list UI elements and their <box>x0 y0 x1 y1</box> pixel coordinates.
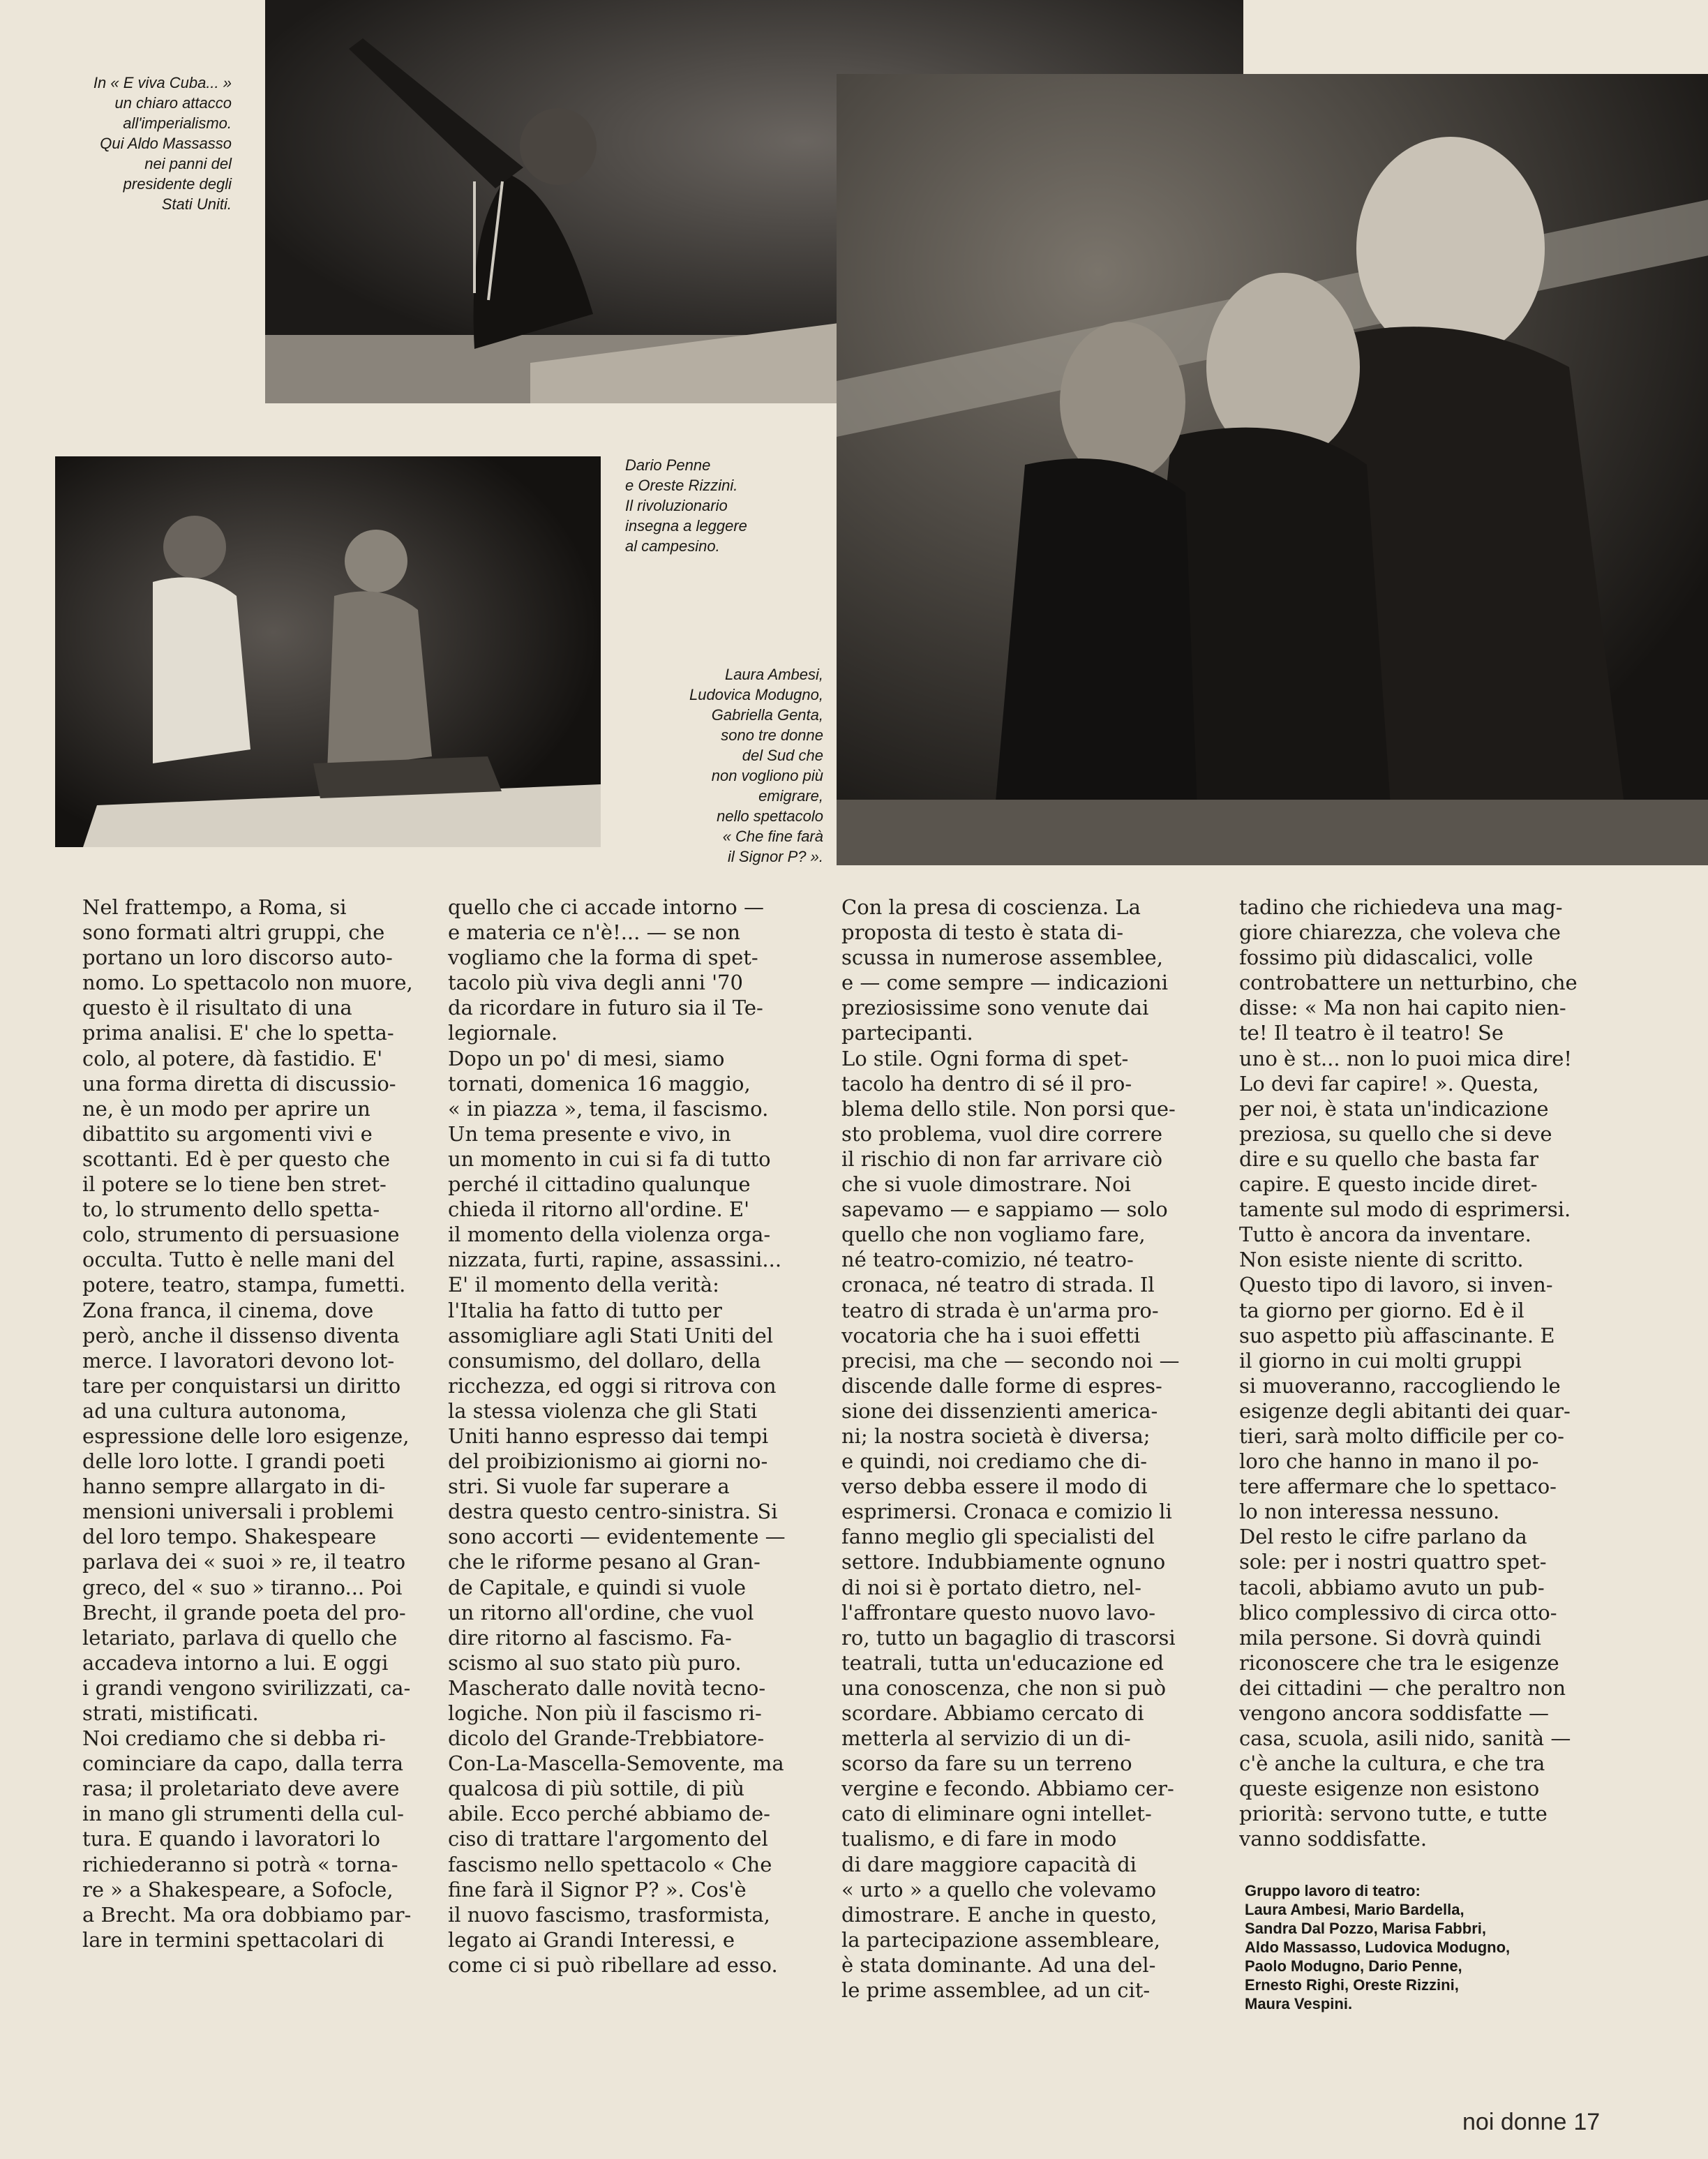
caption-line: Stati Uniti. <box>161 195 232 213</box>
article-line: fascismo nello spettacolo « Che <box>448 1852 772 1876</box>
article-line: preziosissime sono venute dai <box>841 996 1149 1020</box>
article-line: sono accorti — evidentemente — <box>448 1525 786 1549</box>
article-line: cato di eliminare ogni intellet- <box>841 1802 1152 1826</box>
article-line: mila persone. Si dovrà quindi <box>1239 1625 1541 1650</box>
article-line: sione dei dissenzienti america- <box>841 1398 1158 1423</box>
caption-line: nello spettacolo <box>717 807 823 825</box>
article-line: assomigliare agli Stati Uniti del <box>448 1323 774 1347</box>
caption-line: presidente degli <box>123 175 232 193</box>
article-line: priorità: servono tutte, e tutte <box>1239 1802 1548 1826</box>
photo-middle-actors <box>55 456 601 847</box>
article-line: per noi, è stata un'indicazione <box>1239 1096 1549 1121</box>
article-line: « in piazza », tema, il fascismo. <box>448 1096 769 1121</box>
article-line: cronaca, né teatro di strada. Il <box>841 1273 1155 1297</box>
article-line: che le riforme pesano al Gran- <box>448 1550 761 1574</box>
caption-line: e Oreste Rizzini. <box>625 477 738 494</box>
article-line: lo non interessa nessuno. <box>1239 1500 1500 1524</box>
article-line: strati, mistificati. <box>82 1701 259 1725</box>
article-line: ne, è un modo per aprire un <box>82 1096 370 1121</box>
caption-line: emigrare, <box>758 787 823 805</box>
article-line: Con la presa di coscienza. La <box>841 895 1141 919</box>
article-line: tacoli, abbiamo avuto un pub- <box>1239 1575 1545 1599</box>
article-line: la partecipazione assembleare, <box>841 1927 1161 1952</box>
article-line: metterla al servizio di un di- <box>841 1726 1131 1751</box>
article-line: del loro tempo. Shakespeare <box>82 1525 377 1549</box>
article-line: Noi crediamo che si debba ri- <box>82 1726 386 1751</box>
article-line: prima analisi. E' che lo spetta- <box>82 1021 394 1045</box>
article-line: il rischio di non far arrivare ciò <box>841 1146 1163 1171</box>
article-line: Nel frattempo, a Roma, si <box>82 895 347 919</box>
article-line: controbattere un netturbino, che <box>1239 971 1578 995</box>
caption-line: all'imperialismo. <box>123 114 232 132</box>
article-column-4 <box>1239 895 1626 1852</box>
article-line: blema dello stile. Non porsi que- <box>841 1096 1176 1121</box>
caption-line: non vogliono più <box>711 767 823 784</box>
photo-middle-image <box>55 456 601 847</box>
caption-middle-photo <box>625 455 834 556</box>
article-line: lare in termini spettacolari di <box>82 1927 384 1952</box>
article-line: colo, al potere, dà fastidio. E' <box>82 1046 383 1070</box>
article-line: questo è il risultato di una <box>82 996 352 1020</box>
article-line: il giorno in cui molti gruppi <box>1239 1348 1522 1373</box>
caption-line: il Signor P? ». <box>728 848 823 865</box>
article-line: né teatro-comizio, né teatro- <box>841 1248 1134 1272</box>
page-number: 17 <box>1573 2109 1601 2135</box>
article-line: Questo tipo di lavoro, si inven- <box>1239 1273 1553 1297</box>
article-line: però, anche il dissenso diventa <box>82 1323 400 1347</box>
article-line: accadeva intorno a lui. E oggi <box>82 1650 389 1675</box>
article-line: capire. E questo incide diret- <box>1239 1172 1538 1197</box>
caption-line: insegna a leggere <box>625 517 747 535</box>
article-line: E' il momento della verità: <box>448 1273 719 1297</box>
article-line: Un tema presente e vivo, in <box>448 1121 731 1146</box>
article-line: chieda il ritorno all'ordine. E' <box>448 1197 750 1222</box>
article-line: discende dalle forme di espres- <box>841 1373 1162 1398</box>
credits-line: Aldo Massasso, Ludovica Modugno, <box>1245 1938 1511 1956</box>
article-line: è stata dominante. Ad una del- <box>841 1952 1156 1977</box>
caption-top-photo <box>28 73 232 214</box>
article-line: scussa in numerose assemblee, <box>841 946 1163 970</box>
article-line: espressione delle loro esigenze, <box>82 1424 410 1448</box>
article-line: tieri, sarà molto difficile per co- <box>1239 1424 1564 1448</box>
article-line: preziosa, su quello che si deve <box>1239 1121 1552 1146</box>
article-line: riconoscere che tra le esigenze <box>1239 1650 1559 1675</box>
article-line: Dopo un po' di mesi, siamo <box>448 1046 725 1070</box>
article-line: scorso da fare su un terreno <box>841 1751 1132 1776</box>
article-column-1 <box>82 895 470 1952</box>
caption-line: « Che fine farà <box>722 828 823 845</box>
article-line: ro, tutto un bagaglio di trascorsi <box>841 1625 1176 1650</box>
caption-line: In « E viva Cuba... » <box>93 74 232 91</box>
caption-line: del Sud che <box>742 747 823 764</box>
article-line: Del resto le cifre parlano da <box>1239 1525 1527 1549</box>
article-line: la stessa violenza che gli Stati <box>448 1398 758 1423</box>
caption-line: Il rivoluzionario <box>625 497 728 514</box>
article-line: tacolo ha dentro di sé il pro- <box>841 1071 1132 1096</box>
article-line: nomo. Lo spettacolo non muore, <box>82 971 413 995</box>
article-line: Non esiste niente di scritto. <box>1239 1248 1524 1272</box>
article-line: hanno sempre allargato in di- <box>82 1474 386 1499</box>
article-line: dibattito su argomenti vivi e <box>82 1121 373 1146</box>
article-line: quello che ci accade intorno — <box>448 895 764 919</box>
article-line: teatrali, tutta un'educazione ed <box>841 1650 1164 1675</box>
article-line: sole: per i nostri quattro spet- <box>1239 1550 1547 1574</box>
credits-block <box>1245 1881 1545 2013</box>
caption-line: Dario Penne <box>625 456 711 474</box>
article-line: giore chiarezza, che voleva che <box>1239 920 1561 945</box>
article-line: legiornale. <box>448 1021 558 1045</box>
article-line: l'affrontare questo nuovo lavo- <box>841 1600 1156 1624</box>
article-line: fanno meglio gli specialisti del <box>841 1525 1155 1549</box>
article-line: suo aspetto più affascinante. E <box>1239 1323 1555 1347</box>
article-line: ad una cultura autonoma, <box>82 1398 347 1423</box>
caption-right-photo <box>614 664 823 867</box>
article-line: destra questo centro-sinistra. Si <box>448 1500 778 1524</box>
article-line: dei cittadini — che peraltro non <box>1239 1675 1566 1700</box>
article-line: vergine e fecondo. Abbiamo cer- <box>841 1777 1174 1801</box>
article-line: consumismo, del dollaro, della <box>448 1348 761 1373</box>
article-line: rasa; il proletariato deve avere <box>82 1777 400 1801</box>
article-line: nizzata, furti, rapine, assassini... <box>448 1248 782 1272</box>
article-line: perché il cittadino qualunque <box>448 1172 751 1197</box>
credits-line: Gruppo lavoro di teatro: <box>1245 1882 1421 1899</box>
article-line: e quindi, noi crediamo che di- <box>841 1449 1147 1474</box>
article-line: potere, teatro, stampa, fumetti. <box>82 1273 406 1297</box>
article-line: sono formati altri gruppi, che <box>82 920 385 945</box>
article-line: tacolo più viva degli anni '70 <box>448 971 743 995</box>
article-line: precisi, ma che — secondo noi — <box>841 1348 1180 1373</box>
article-line: casa, scuola, asili nido, sanità — <box>1239 1726 1571 1751</box>
article-line: tornati, domenica 16 maggio, <box>448 1071 751 1096</box>
article-column-3 <box>841 895 1229 2003</box>
article-line: del proibizionismo ai giorni no- <box>448 1449 768 1474</box>
article-line: cominciare da capo, dalla terra <box>82 1751 404 1776</box>
article-line: mensioni universali i problemi <box>82 1500 394 1524</box>
photo-right-image <box>837 74 1708 865</box>
article-line: settore. Indubbiamente ognuno <box>841 1550 1166 1574</box>
article-line: scottanti. Ed è per questo che <box>82 1146 391 1171</box>
article-line: occulta. Tutto è nelle mani del <box>82 1248 395 1272</box>
article-line: tamente sul modo di esprimersi. <box>1239 1197 1571 1222</box>
caption-line: Ludovica Modugno, <box>689 686 823 703</box>
article-line: una forma diretta di discussio- <box>82 1071 396 1096</box>
article-line: il nuovo fascismo, trasformista, <box>448 1902 770 1927</box>
article-line: « urto » a quello che volevamo <box>841 1877 1157 1902</box>
article-line: dicolo del Grande-Trebbiatore- <box>448 1726 765 1751</box>
article-line: greco, del « suo » tiranno... Poi <box>82 1575 403 1599</box>
article-line: to, lo strumento dello spetta- <box>82 1197 380 1222</box>
article-line: il momento della violenza orga- <box>448 1223 771 1247</box>
caption-line: Qui Aldo Massasso <box>100 135 232 152</box>
credits-line: Sandra Dal Pozzo, Marisa Fabbri, <box>1245 1920 1486 1937</box>
article-line: Lo devi far capire! ». Questa, <box>1239 1071 1539 1096</box>
article-line: disse: « Ma non hai capito nien- <box>1239 996 1566 1020</box>
article-line: tura. E quando i lavoratori lo <box>82 1827 381 1851</box>
article-line: partecipanti. <box>841 1021 973 1045</box>
article-line: de Capitale, e quindi si vuole <box>448 1575 747 1599</box>
article-line: scordare. Abbiamo cercato di <box>841 1701 1144 1725</box>
article-line: Zona franca, il cinema, dove <box>82 1298 374 1322</box>
article-line: abile. Ecco perché abbiamo de- <box>448 1802 770 1826</box>
caption-line: Laura Ambesi, <box>724 666 823 683</box>
article-line: ni; la nostra società è diversa; <box>841 1424 1151 1448</box>
article-line: proposta di testo è stata di- <box>841 920 1124 945</box>
article-line: Brecht, il grande poeta del pro- <box>82 1600 406 1624</box>
article-line: come ci si può ribellare ad esso. <box>448 1952 778 1977</box>
credits-line: Maura Vespini. <box>1245 1995 1353 2012</box>
article-line: e materia ce n'è!... — se non <box>448 920 740 945</box>
magazine-name: noi donne <box>1462 2109 1567 2135</box>
article-line: dire e su quello che basta far <box>1239 1146 1538 1171</box>
caption-line: sono tre donne <box>721 726 823 744</box>
article-line: tere affermare che lo spettaco- <box>1239 1474 1557 1499</box>
article-line: di noi si è portato dietro, nel- <box>841 1575 1141 1599</box>
article-line: tare per conquistarsi un diritto <box>82 1373 401 1398</box>
article-line: un ritorno all'ordine, che vuol <box>448 1600 754 1624</box>
article-line: ciso di trattare l'argomento del <box>448 1827 768 1851</box>
article-line: in mano gli strumenti della cul- <box>82 1802 404 1826</box>
article-line: l'Italia ha fatto di tutto per <box>448 1298 722 1322</box>
article-line: verso debba essere il modo di <box>841 1474 1148 1499</box>
article-line: vocatoria che ha i suoi effetti <box>841 1323 1141 1347</box>
article-line: queste esigenze non esistono <box>1239 1777 1540 1801</box>
article-line: stri. Si vuole far superare a <box>448 1474 730 1499</box>
article-line: ricchezza, ed oggi si ritrova con <box>448 1373 777 1398</box>
credits-line: Laura Ambesi, Mario Bardella, <box>1245 1901 1464 1918</box>
article-line: vogliamo che la forma di spet- <box>448 946 758 970</box>
article-line: Mascherato dalle novità tecno- <box>448 1675 766 1700</box>
article-line: delle loro lotte. I grandi poeti <box>82 1449 385 1474</box>
article-line: le prime assemblee, ad un cit- <box>841 1978 1151 2003</box>
article-line: quello che non vogliamo fare, <box>841 1223 1146 1247</box>
article-line: Tutto è ancora da inventare. <box>1239 1223 1531 1247</box>
article-line: colo, strumento di persuasione <box>82 1223 400 1247</box>
article-line: c'è anche la cultura, e che tra <box>1239 1751 1545 1776</box>
article-line: fine farà il Signor P? ». Cos'è <box>448 1877 747 1902</box>
article-line: di dare maggiore capacità di <box>841 1852 1137 1876</box>
article-line: portano un loro discorso auto- <box>82 946 393 970</box>
caption-line: nei panni del <box>144 155 232 172</box>
credits-line: Ernesto Righi, Oreste Rizzini, <box>1245 1976 1459 1994</box>
article-line: re » a Shakespeare, a Sofocle, <box>82 1877 394 1902</box>
article-line: vengono ancora soddisfatte — <box>1239 1701 1549 1725</box>
article-line: dire ritorno al fascismo. Fa- <box>448 1625 732 1650</box>
article-line: logiche. Non più il fascismo ri- <box>448 1701 762 1725</box>
article-line: sapevamo — e sappiamo — solo <box>841 1197 1168 1222</box>
article-line: dimostrare. E anche in questo, <box>841 1902 1158 1927</box>
article-line: esigenze degli abitanti dei quar- <box>1239 1398 1571 1423</box>
article-line: loro che hanno in mano il po- <box>1239 1449 1539 1474</box>
caption-line: Gabriella Genta, <box>711 706 823 724</box>
article-line: i grandi vengono svirilizzati, ca- <box>82 1675 411 1700</box>
article-line: uno è st... non lo puoi mica dire! <box>1239 1046 1573 1070</box>
article-line: si muoveranno, raccogliendo le <box>1239 1373 1561 1398</box>
article-line: esprimersi. Cronaca e comizio li <box>841 1500 1172 1524</box>
article-line: Con-La-Mascella-Semovente, ma <box>448 1751 784 1776</box>
article-line: il potere se lo tiene ben stret- <box>82 1172 387 1197</box>
article-line: blico complessivo di circa otto- <box>1239 1600 1557 1624</box>
article-line: teatro di strada è un'arma pro- <box>841 1298 1159 1322</box>
article-line: fossimo più didascalici, volle <box>1239 946 1534 970</box>
article-line: richiederanno si potrà « torna- <box>82 1852 398 1876</box>
caption-line: al campesino. <box>625 537 720 555</box>
article-line: un momento in cui si fa di tutto <box>448 1146 771 1171</box>
article-line: tualismo, e di fare in modo <box>841 1827 1117 1851</box>
article-line: letariato, parlava di quello che <box>82 1625 398 1650</box>
article-line: tadino che richiedeva una mag- <box>1239 895 1563 919</box>
article-line: te! Il teatro è il teatro! Se <box>1239 1021 1504 1045</box>
article-line: sto problema, vuol dire correre <box>841 1121 1163 1146</box>
article-line: Uniti hanno espresso dai tempi <box>448 1424 769 1448</box>
article-line: legato ai Grandi Interessi, e <box>448 1927 735 1952</box>
article-line: ta giorno per giorno. Ed è il <box>1239 1298 1525 1322</box>
caption-line: un chiaro attacco <box>114 94 232 112</box>
article-line: vanno soddisfatte. <box>1239 1827 1428 1851</box>
page-footer <box>1462 2109 1600 2136</box>
article-line: e — come sempre — indicazioni <box>841 971 1169 995</box>
article-line: a Brecht. Ma ora dobbiamo par- <box>82 1902 412 1927</box>
credits-line: Paolo Modugno, Dario Penne, <box>1245 1957 1462 1975</box>
article-line: parlava dei « suoi » re, il teatro <box>82 1550 406 1574</box>
article-line: scismo al suo stato più puro. <box>448 1650 742 1675</box>
article-line: da ricordare in futuro sia il Te- <box>448 996 763 1020</box>
article-line: che si vuole dimostrare. Noi <box>841 1172 1131 1197</box>
article-line: Lo stile. Ogni forma di spet- <box>841 1046 1129 1070</box>
photo-right-women <box>837 74 1708 865</box>
article-line: una conoscenza, che non si può <box>841 1675 1167 1700</box>
article-line: qualcosa di più sottile, di più <box>448 1777 745 1801</box>
article-line: merce. I lavoratori devono lot- <box>82 1348 395 1373</box>
article-column-2 <box>448 895 835 1978</box>
